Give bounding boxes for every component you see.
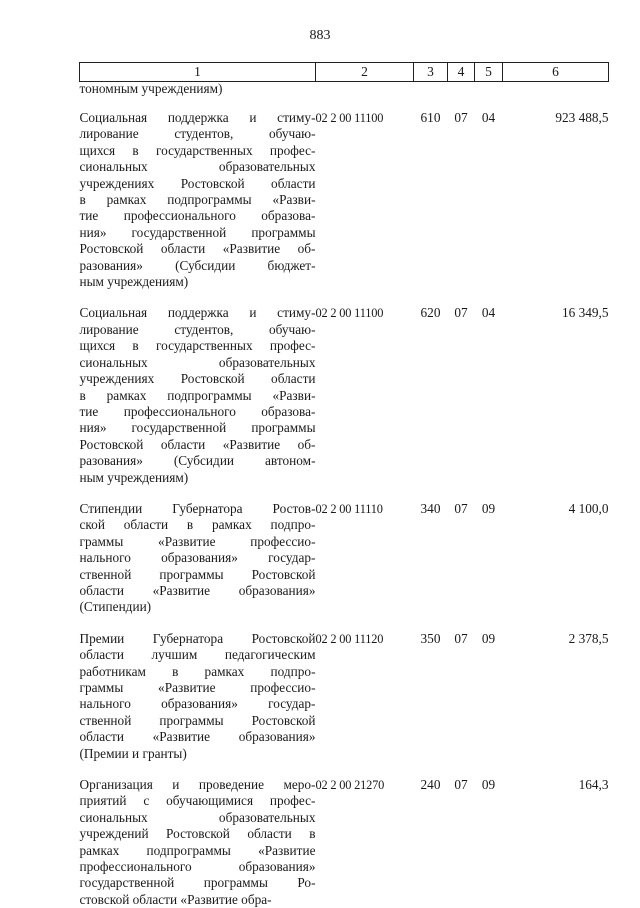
description-line: граммы «Развитие профессио-: [80, 680, 316, 696]
description-line: стовской области «Развитие обра-: [80, 892, 316, 908]
description-line: нального образования» государ-: [80, 696, 316, 712]
description-line: ской области в рамках подпро-: [80, 517, 316, 533]
description-line: ния» государственной программы: [80, 225, 316, 241]
continuation-text: тономным учреждениям): [80, 82, 316, 96]
row-description: [80, 501, 316, 616]
table-row: [80, 631, 609, 762]
row-col-3: 240: [414, 777, 448, 908]
description-line: лирование студентов, обучаю-: [80, 322, 316, 338]
description-line: Социальная поддержка и стиму-: [80, 110, 316, 126]
description-line: ния» государственной программы: [80, 420, 316, 436]
header-col-1: 1: [80, 63, 316, 82]
header-col-2: 2: [316, 63, 414, 82]
row-col-4: 07: [448, 777, 475, 908]
description-line: работникам в рамках подпро-: [80, 664, 316, 680]
table-body: [80, 82, 609, 908]
row-code: 02 2 00 11100: [316, 305, 414, 485]
budget-table: [79, 62, 609, 908]
description-line: в рамках подпрограммы «Разви-: [80, 388, 316, 404]
table-row: [80, 305, 609, 485]
row-description: [80, 777, 316, 908]
row-col-5: 04: [475, 110, 503, 290]
description-line: щихся в государственных профес-: [80, 338, 316, 354]
header-row: [80, 63, 609, 82]
description-line: Премии Губернатора Ростовской: [80, 631, 316, 647]
description-line: Стипендии Губернатора Ростов-: [80, 501, 316, 517]
row-col-5: 04: [475, 305, 503, 485]
description-line: учреждениях Ростовской области: [80, 371, 316, 387]
description-line: Организация и проведение меро-: [80, 777, 316, 793]
row-col-5: 09: [475, 777, 503, 908]
row-col-3: 620: [414, 305, 448, 485]
description-line: сиональных образовательных: [80, 355, 316, 371]
row-spacer: [80, 290, 609, 305]
table-row: [80, 777, 609, 908]
row-amount: 923 488,5: [503, 110, 609, 290]
description-line: нального образования» государ-: [80, 550, 316, 566]
row-spacer: [80, 95, 609, 110]
row-col-4: 07: [448, 110, 475, 290]
description-line: области лучшим педагогическим: [80, 647, 316, 663]
description-line: (Стипендии): [80, 599, 316, 615]
description-line: области «Развитие образования»: [80, 583, 316, 599]
row-code: 02 2 00 11110: [316, 501, 414, 616]
description-line: тие профессионального образова-: [80, 404, 316, 420]
row-col-4: 07: [448, 501, 475, 616]
header-col-5: 5: [475, 63, 503, 82]
header-col-6: 6: [503, 63, 609, 82]
description-line: ным учреждениям): [80, 274, 316, 290]
header-col-4: 4: [448, 63, 475, 82]
description-line: разования» (Субсидии бюджет-: [80, 258, 316, 274]
description-line: граммы «Развитие профессио-: [80, 534, 316, 550]
description-line: учреждениях Ростовской области: [80, 176, 316, 192]
description-line: ственной программы Ростовской: [80, 713, 316, 729]
row-col-5: 09: [475, 631, 503, 762]
row-col-5: 09: [475, 501, 503, 616]
row-col-3: 350: [414, 631, 448, 762]
description-line: сиональных образовательных: [80, 810, 316, 826]
description-line: ственной программы Ростовской: [80, 567, 316, 583]
description-line: разования» (Субсидии автоном-: [80, 453, 316, 469]
description-line: щихся в государственных профес-: [80, 143, 316, 159]
row-code: 02 2 00 21270: [316, 777, 414, 908]
description-line: учреждений Ростовской области в: [80, 826, 316, 842]
row-col-4: 07: [448, 631, 475, 762]
row-spacer: [80, 762, 609, 777]
row-spacer: [80, 616, 609, 631]
row-description: [80, 631, 316, 762]
description-line: (Премии и гранты): [80, 746, 316, 762]
table-row: [80, 501, 609, 616]
row-col-3: 340: [414, 501, 448, 616]
row-amount: 164,3: [503, 777, 609, 908]
page-number: 883: [0, 28, 640, 44]
row-amount: 2 378,5: [503, 631, 609, 762]
description-line: в рамках подпрограммы «Разви-: [80, 192, 316, 208]
description-line: лирование студентов, обучаю-: [80, 126, 316, 142]
row-code: 02 2 00 11100: [316, 110, 414, 290]
description-line: приятий с обучающимися профес-: [80, 793, 316, 809]
row-description: [80, 110, 316, 290]
continuation-row: [80, 82, 609, 96]
row-code: 02 2 00 11120: [316, 631, 414, 762]
description-line: государственной программы Ро-: [80, 875, 316, 891]
header-col-3: 3: [414, 63, 448, 82]
description-line: области «Развитие образования»: [80, 729, 316, 745]
description-line: сиональных образовательных: [80, 159, 316, 175]
description-line: профессионального образования»: [80, 859, 316, 875]
row-amount: 16 349,5: [503, 305, 609, 485]
description-line: ным учреждениям): [80, 470, 316, 486]
row-spacer: [80, 486, 609, 501]
description-line: Ростовской области «Развитие об-: [80, 437, 316, 453]
row-amount: 4 100,0: [503, 501, 609, 616]
row-col-4: 07: [448, 305, 475, 485]
row-col-3: 610: [414, 110, 448, 290]
description-line: Социальная поддержка и стиму-: [80, 305, 316, 321]
row-description: [80, 305, 316, 485]
description-line: рамках подпрограммы «Развитие: [80, 843, 316, 859]
description-line: тие профессионального образова-: [80, 208, 316, 224]
description-line: Ростовской области «Развитие об-: [80, 241, 316, 257]
table-row: [80, 110, 609, 290]
